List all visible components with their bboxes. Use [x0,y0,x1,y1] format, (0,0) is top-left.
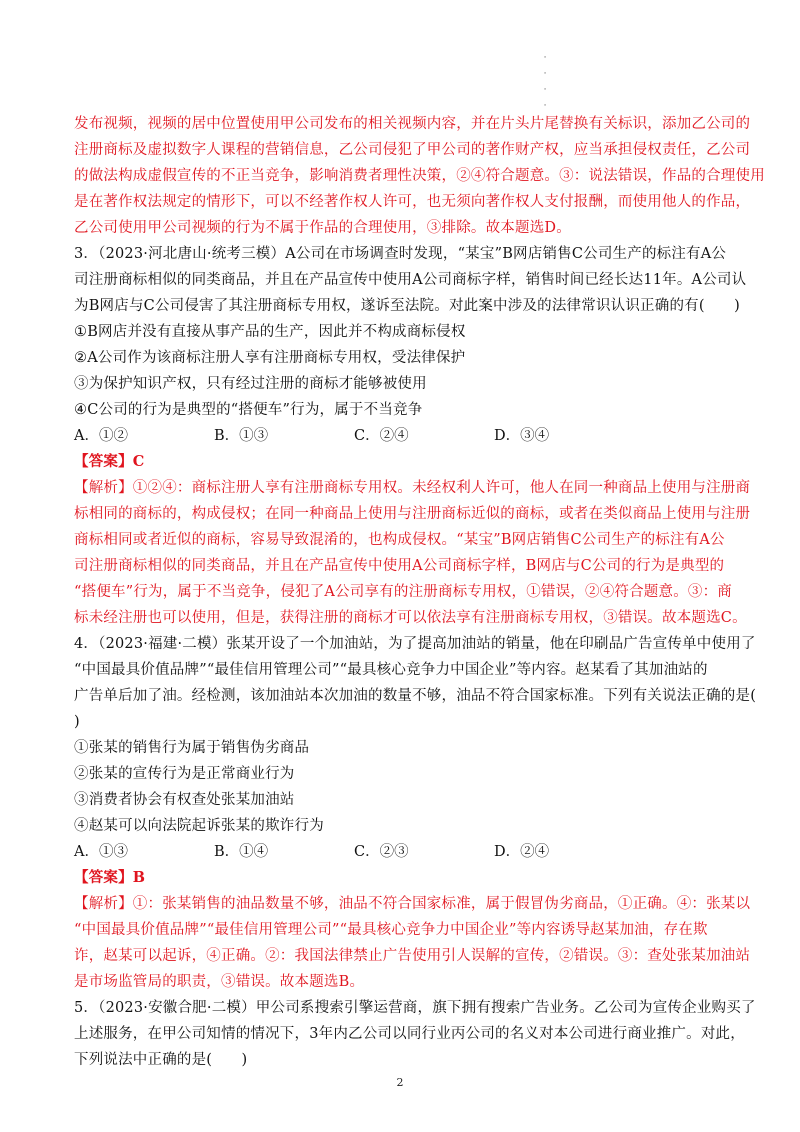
q3-item: ②A公司作为该商标注册人享有注册商标专用权，受法律保护 [74,350,466,366]
q3-option-b: B．①③ [214,428,269,444]
corner-dots: · · · · [543,53,547,111]
q3-stem-line: 为B网店与C公司侵害了其注册商标专用权，遂诉至法院。对此案中涉及的法律常识认识正确的有( ) [74,298,740,314]
q4-option-b: B．①④ [214,844,269,860]
intro-line: 是在著作权法规定的情形下，可以不经著作权人许可，也无须向著作权人支付报酬，而使用他人的作品， [74,194,751,210]
q4-analysis-line: 是市场监管局的职责，③错误。故本题选B。 [74,974,365,990]
q3-answer: 【答案】C [74,453,145,470]
q3-analysis-line: “搭便车”行为，属于不当竞争，侵犯了A公司享有的注册商标专用权，①错误，②④符合题意。③：商 [74,584,732,600]
q4-item: ②张某的宣传行为是正常商业行为 [74,766,295,782]
q3-item: ③为保护知识产权，只有经过注册的商标才能够被使用 [74,376,427,392]
q5-stem-line: 5．（2023·安徽合肥·二模）甲公司系搜索引擎运营商，旗下拥有搜索广告业务。乙公司为宣传企业购买了 [74,1000,756,1016]
q3-analysis-line: 司注册商标相似的同类商品，并且在产品宣传中使用A公司商标字样，B网店与C公司的行为是典型的 [74,558,725,574]
intro-line: 的做法构成虚假宣传的不正当竞争，影响消费者理性决策，②④符合题意。③：说法错误，作品的合理使用 [74,168,765,184]
page-number: 2 [396,1076,404,1089]
q4-item: ①张某的销售行为属于销售伪劣商品 [74,740,310,756]
q5-stem-line: 下列说法中正确的是( ) [74,1052,248,1068]
q3-analysis-line: 标相同的商标的，构成侵权；在同一种商品上使用与注册商标近似的商标，或者在类似商品上使用与注册 [74,506,751,522]
intro-line: 注册商标及虚拟数字人课程的营销信息，乙公司侵犯了甲公司的著作财产权，应当承担侵权责任，乙公司 [74,142,751,158]
q4-option-d: D．②④ [494,844,550,860]
q4-stem-line: ) [74,714,80,730]
q3-option-c: C．②④ [354,428,409,444]
q4-stem-line: 广告单后加了油。经检测，该加油站本次加油的数量不够，油品不符合国家标准。下列有关说法正确的是( [74,688,757,704]
q3-stem-line: 司注册商标相似的同类商品，并且在产品宣传中使用A公司商标字样，销售时间已经长达11年。A公司认 [74,272,747,288]
q3-item: ①B网店并没有直接从事产品的生产，因此并不构成商标侵权 [74,324,466,340]
q4-answer: 【答案】B [74,869,146,886]
intro-line: 发布视频，视频的居中位置使用甲公司发布的相关视频内容，并在片头片尾替换有关标识，添加乙公司的 [74,116,751,132]
q4-stem-line: 4．（2023·福建·二模）张某开设了一个加油站，为了提高加油站的销量，他在印刷品广告宣传单中使用了 [74,636,756,652]
q5-stem-line: 上述服务，在甲公司知情的情况下，3年内乙公司以同行业丙公司的名义对本公司进行商业推广。对此， [74,1026,745,1042]
q4-item: ③消费者协会有权查处张某加油站 [74,792,295,808]
q3-item: ④C公司的行为是典型的“搭便车”行为，属于不当竞争 [74,402,423,418]
intro-line: 乙公司使用甲公司视频的行为不属于作品的合理使用，③排除。故本题选D。 [74,220,571,236]
q4-analysis-line: 诈，赵某可以起诉，④正确。②：我国法律禁止广告使用引人误解的宣传，②错误。③：查处张某加油站 [74,948,751,964]
q3-option-d: D．③④ [494,428,550,444]
q3-analysis-line: 【解析】①②④：商标注册人享有注册商标专用权。未经权利人许可，他人在同一种商品上使用与注册商 [74,480,751,496]
q4-analysis-line: 【解析】①：张某销售的油品数量不够，油品不符合国家标准，属于假冒伪劣商品，①正确。④：张某以 [74,896,751,912]
q4-option-c: C．②③ [354,844,409,860]
q4-analysis-line: “中国最具价值品牌”“最佳信用管理公司”“最具核心竞争力中国企业”等内容诱导赵某加油，存在欺 [74,922,708,938]
q3-analysis-line: 商标相同或者近似的商标，容易导致混淆的，也构成侵权。“某宝”B网店销售C公司生产的标注有A公 [74,532,725,548]
q4-item: ④赵某可以向法院起诉张某的欺诈行为 [74,818,324,834]
q3-stem-line: 3．（2023·河北唐山·统考三模）A公司在市场调查时发现，“某宝”B网店销售C公司生产的标注有A公 [74,246,727,262]
q4-option-a: A．①③ [74,844,128,860]
q3-option-a: A．①② [74,428,128,444]
q3-analysis-line: 标未经注册也可以使用，但是，获得注册的商标才可以依法享有注册商标专用权，③错误。故本题选C。 [74,610,747,626]
q4-stem-line: “中国最具价值品牌”“最佳信用管理公司”“最具核心竞争力中国企业”等内容。赵某看了其加油站的 [74,662,708,678]
